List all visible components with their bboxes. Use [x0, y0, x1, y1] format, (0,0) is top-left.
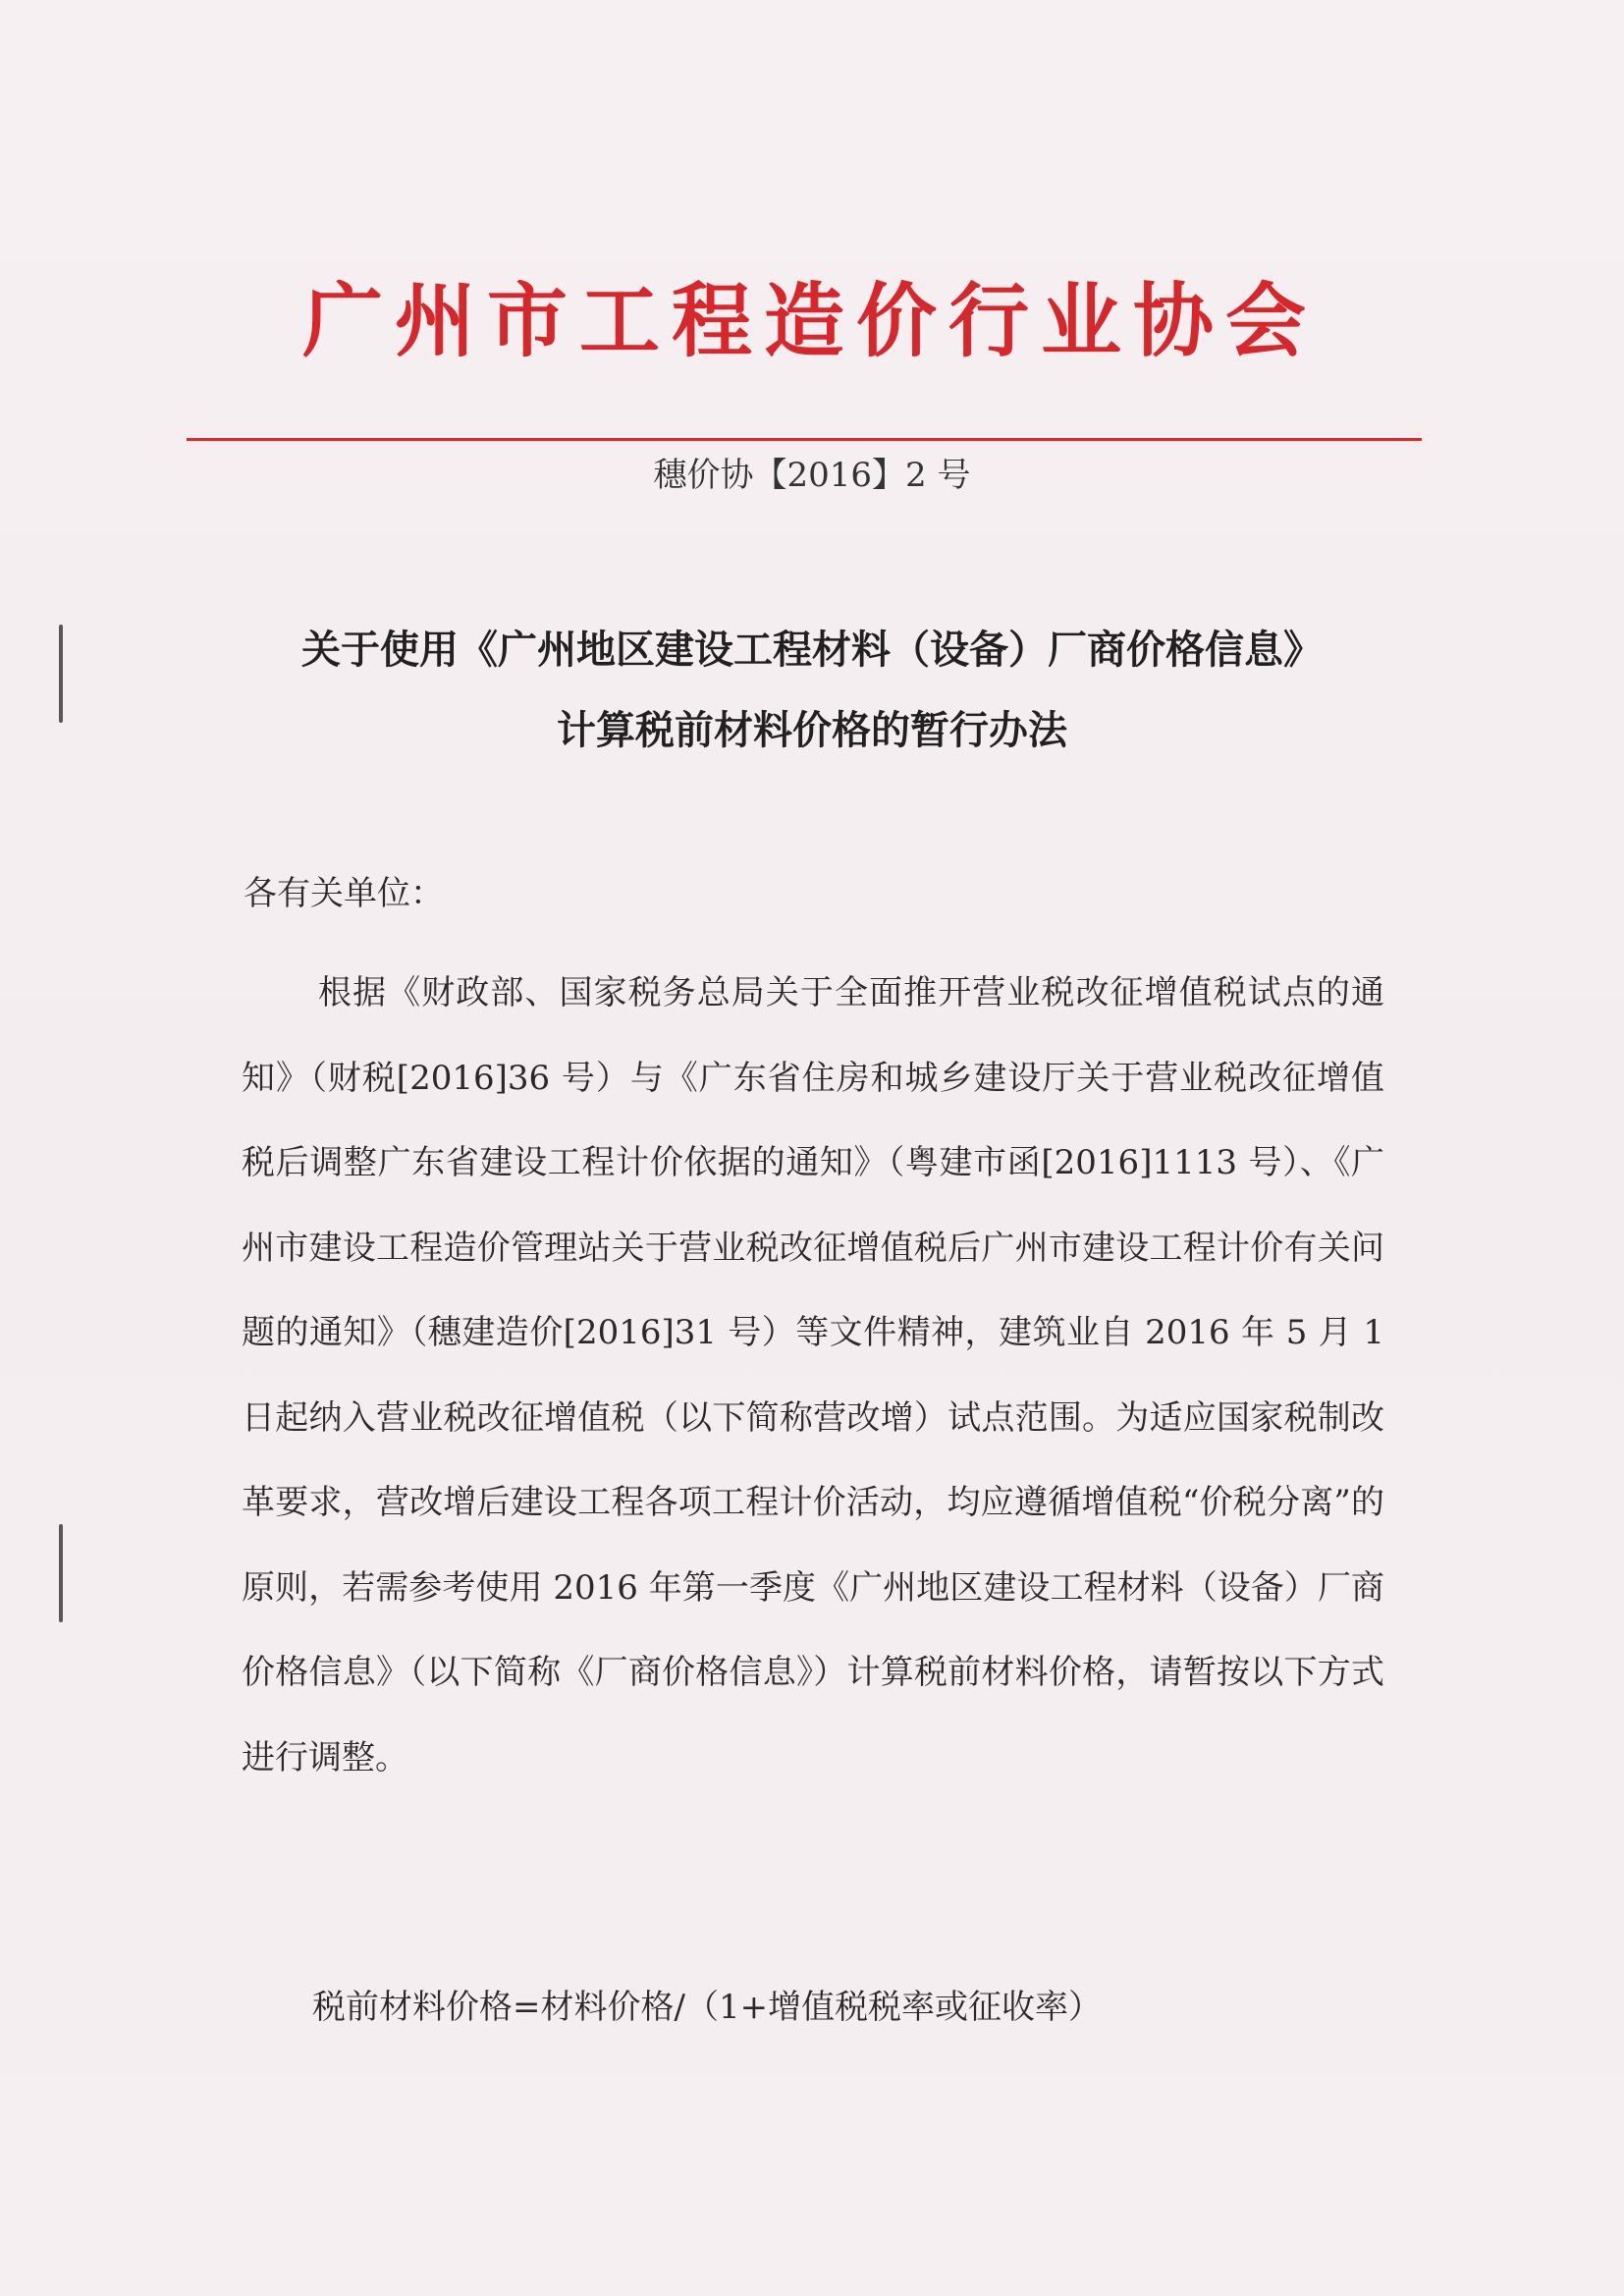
- organization-header: 广州市工程造价行业协会: [301, 274, 1318, 368]
- body-paragraph: 根据《财政部、国家税务总局关于全面推开营业税改征增值税试点的通知》（财税[2016]36 号）与《广东省住房和城乡建设厅关于营业税改征增值税后调整广东省建设工程计价依据的通知》（粤建市函[2016]1113 号）、《广州市建设工程造价管理站关于营业税改征增值税后广州市建设工程计价有关问题的通知》（穗建造价[2016]31 号）等文件精神，建筑业自 2016 年 5 月 1 日起纳入营业税改征增值税（以下简称营改增）试点范围。为适应国家税制改革要求，营改增后建设工程各项工程计价活动，均应遵循增值税“价税分离”的原则，若需参考使用 2016 年第一季度《广州地区建设工程材料（设备）厂商价格信息》（以下简称《厂商价格信息》）计算税前材料价格，请暂按以下方式进行调整。: [242, 973, 1384, 1777]
- salutation: 各有关单位：: [244, 874, 444, 913]
- document-number: 穗价协【2016】2 号: [653, 456, 971, 495]
- staple-mark: [59, 625, 63, 723]
- document-title-line-1: 关于使用《广州地区建设工程材料（设备）厂商价格信息》: [301, 628, 1323, 673]
- header-red-rule: [187, 438, 1422, 441]
- price-formula: 税前材料价格=材料价格/（1+增值税税率或征收率）: [312, 1988, 1103, 2027]
- staple-mark: [59, 1524, 63, 1622]
- document-title-line-2: 计算税前材料价格的暂行办法: [557, 708, 1067, 753]
